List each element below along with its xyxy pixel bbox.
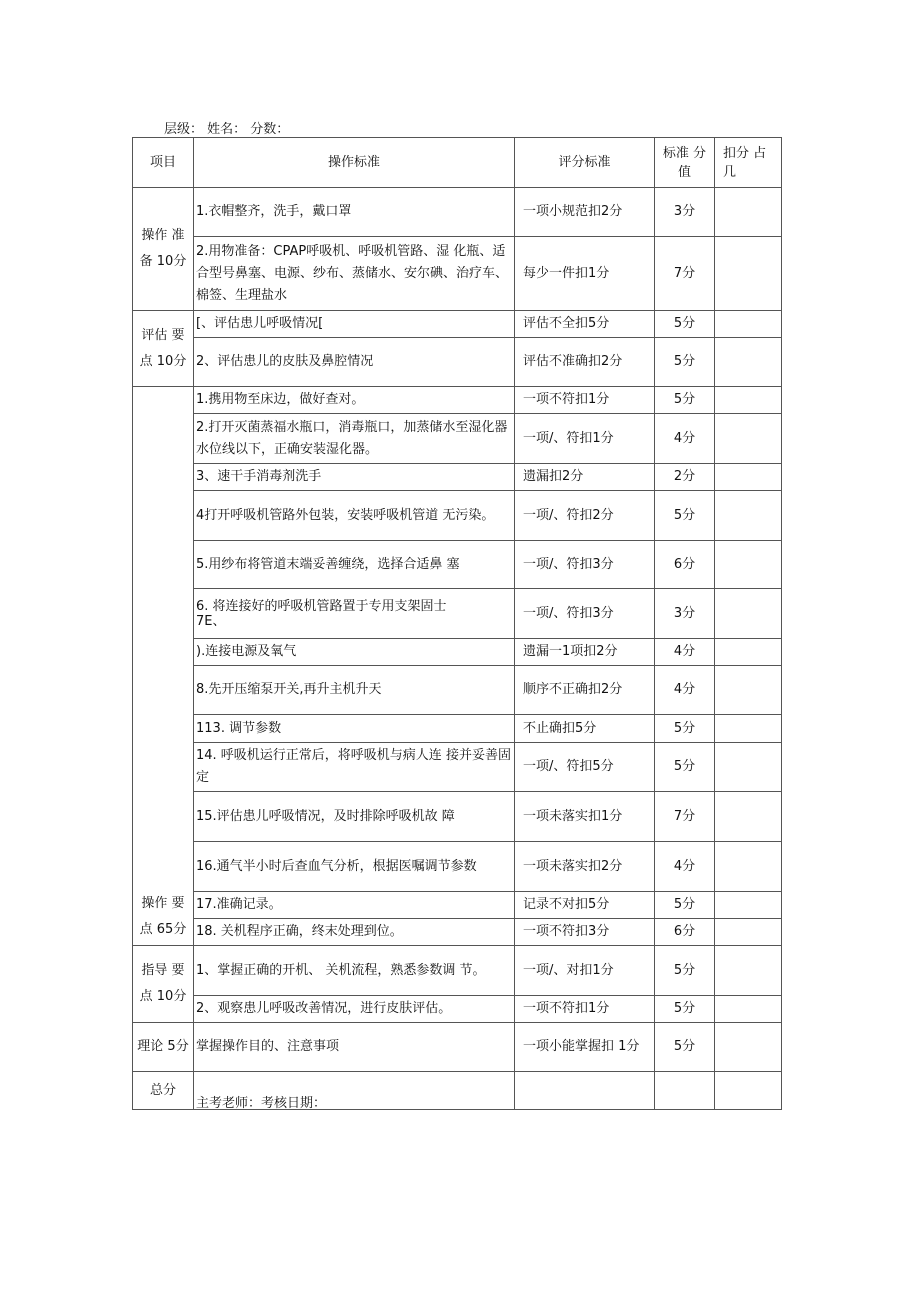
deduction-cell [715, 666, 782, 715]
table-row [133, 414, 782, 464]
standard-cell: 掌握操作目的、注意事项 [194, 1023, 515, 1072]
score-cell: 4分 [655, 414, 715, 464]
standard-cell: 3、速干手消毒剂洗手 [194, 464, 515, 491]
table-row [133, 188, 782, 237]
table-header-row [133, 138, 782, 188]
standard-cell: 4打开呼吸机管路外包装，安装呼吸机管道 无污染。 [194, 491, 515, 541]
deduction-cell [715, 842, 782, 892]
header-info: 层级： 姓名： 分数： [164, 122, 290, 137]
section-cell: 操作 要点 65分 [133, 387, 194, 946]
standard-cell: [、评估患儿呼吸情况[ [194, 311, 515, 338]
deduction-cell [715, 919, 782, 946]
deduction-cell [715, 1023, 782, 1072]
table-row [133, 1023, 782, 1072]
col-header-deduction: 扣分 占​几 [715, 138, 782, 188]
col-header-score: 标准 分值 [655, 138, 715, 188]
standard-text: 6. 将连接好的呼吸机管路置于专用支架固士 [196, 598, 447, 614]
standard-cell: 2.打开灭菌蒸福水瓶口，消毒瓶口，加蒸储水至湿化器水位线以下，正确安装湿化器。 [194, 414, 515, 464]
criteria-cell: 一项/、对扣1分 [515, 946, 655, 996]
criteria-cell: 一项/、符扣3分 [515, 589, 655, 639]
table-row [133, 715, 782, 743]
deduction-cell [715, 387, 782, 414]
deduction-cell [715, 414, 782, 464]
table-row [133, 666, 782, 715]
score-cell: 7分 [655, 237, 715, 311]
table-row [133, 842, 782, 892]
score-cell: 5分 [655, 387, 715, 414]
score-cell: 7分 [655, 792, 715, 842]
standard-cell: 1.携用物至床边，做好查对。 [194, 387, 515, 414]
criteria-cell: 顺序不正确扣2分 [515, 666, 655, 715]
deduction-cell [715, 639, 782, 666]
score-cell: 3分 [655, 188, 715, 237]
criteria-cell: 一项/、符扣3分 [515, 541, 655, 589]
score-cell: 5分 [655, 743, 715, 792]
deduction-cell [715, 892, 782, 919]
col-header-standard: 操作标准 [194, 138, 515, 188]
section-cell: 指导 要点 10分 [133, 946, 194, 1023]
table-row [133, 387, 782, 414]
criteria-cell: 一项未落实扣2分 [515, 842, 655, 892]
total-score-cell [655, 1072, 715, 1110]
col-header-criteria: 评分标准 [515, 138, 655, 188]
criteria-cell: 遗漏扣2分 [515, 464, 655, 491]
deduction-cell [715, 491, 782, 541]
table-row [133, 792, 782, 842]
score-cell: 4分 [655, 842, 715, 892]
total-deduction-cell [715, 1072, 782, 1110]
criteria-cell: 不止确扣5分 [515, 715, 655, 743]
deduction-cell [715, 743, 782, 792]
table-row [133, 946, 782, 996]
standard-cell: 1.衣帽整齐，洗手，戴口罩 [194, 188, 515, 237]
standard-cell: 113. 调节参数 [194, 715, 515, 743]
table-row [133, 996, 782, 1023]
score-cell: 5分 [655, 715, 715, 743]
col-header-item: 项目 [133, 138, 194, 188]
table-row [133, 491, 782, 541]
section-cell: 评估 要点 10分 [133, 311, 194, 387]
score-cell: 6分 [655, 919, 715, 946]
criteria-cell: 一项小规范扣2分 [515, 188, 655, 237]
deduction-cell [715, 589, 782, 639]
score-cell: 5分 [655, 1023, 715, 1072]
deduction-cell [715, 338, 782, 387]
table-row [133, 338, 782, 387]
standard-cell: 18. 关机程序正确，终末处理到位。 [194, 919, 515, 946]
standard-cell: 5.用纱布将管道末端妥善缠绕，选择合适鼻 塞 [194, 541, 515, 589]
standard-cell: 15.评估患儿呼吸情况，及时排除呼吸机故 障 [194, 792, 515, 842]
criteria-cell: 一项/、符扣2分 [515, 491, 655, 541]
standard-cell: 2、评估患儿的皮肤及鼻腔情况 [194, 338, 515, 387]
standard-cell: 2、观察患儿呼吸改善情况，进行皮肤评估。 [194, 996, 515, 1023]
standard-cell: 8.先开压缩泵开关,再升主机升天 [194, 666, 515, 715]
standard-cell: 17.准确记录。 [194, 892, 515, 919]
criteria-cell: 遗漏一1项扣2分 [515, 639, 655, 666]
section-cell: 理论 5分 [133, 1023, 194, 1072]
criteria-cell: 一项小能掌握扣 1分 [515, 1023, 655, 1072]
criteria-cell: 一项未落实扣1分 [515, 792, 655, 842]
score-cell: 5分 [655, 311, 715, 338]
score-cell: 4分 [655, 639, 715, 666]
table-row [133, 919, 782, 946]
criteria-cell: 记录不对扣5分 [515, 892, 655, 919]
criteria-cell: 评估不全扣5分 [515, 311, 655, 338]
criteria-cell: 一项不符扣1分 [515, 387, 655, 414]
standard-cell: 14. 呼吸机运行正常后，将呼吸机与病人连 接并妥善固定 [194, 743, 515, 792]
deduction-cell [715, 792, 782, 842]
deduction-cell [715, 188, 782, 237]
criteria-cell: 一项/、符扣1分 [515, 414, 655, 464]
table-row [133, 237, 782, 311]
table-row [133, 639, 782, 666]
score-cell: 2分 [655, 464, 715, 491]
deduction-cell [715, 311, 782, 338]
score-cell: 5分 [655, 338, 715, 387]
deduction-cell [715, 996, 782, 1023]
criteria-cell: 一项/、符扣5分 [515, 743, 655, 792]
section-cell: 操作 准备 10分 [133, 188, 194, 311]
score-cell: 6分 [655, 541, 715, 589]
score-cell: 3分 [655, 589, 715, 639]
standard-cell: ).连接电源及氧气 [194, 639, 515, 666]
table-row [133, 464, 782, 491]
table-row [133, 311, 782, 338]
standard-cell [194, 589, 515, 639]
deduction-cell [715, 946, 782, 996]
scoring-table [132, 137, 782, 1110]
standard-cell: 1、掌握正确的开机、 关机流程，熟悉参数调 节。 [194, 946, 515, 996]
deduction-cell [715, 237, 782, 311]
table-row [133, 589, 782, 639]
table-row [133, 743, 782, 792]
table-row [133, 892, 782, 919]
score-cell: 5分 [655, 892, 715, 919]
footer-info: 主考老师：考核日期： [196, 1096, 327, 1111]
criteria-cell: 一项不符扣1分 [515, 996, 655, 1023]
score-cell: 4分 [655, 666, 715, 715]
total-label: 总分 [133, 1072, 194, 1110]
score-cell: 5分 [655, 946, 715, 996]
criteria-cell: 每少一件扣1分 [515, 237, 655, 311]
standard-cell: 16.通气半小时后查血气分析，根据医嘱调节参数 [194, 842, 515, 892]
standard-cell: 2.用物准备：CPAP呼吸机、呼吸机管路、湿 化瓶、适合型号鼻塞、电源、纱布、蒸储水、安尔碘、治疗车、棉签、生理盐水 [194, 237, 515, 311]
criteria-cell: 一项不符扣3分 [515, 919, 655, 946]
score-cell: 5分 [655, 491, 715, 541]
criteria-cell: 评估不准确扣2分 [515, 338, 655, 387]
deduction-cell [715, 541, 782, 589]
score-cell: 5分 [655, 996, 715, 1023]
table-row [133, 541, 782, 589]
standard-extra: 7E、 [196, 613, 226, 629]
total-criteria-cell [515, 1072, 655, 1110]
deduction-cell [715, 715, 782, 743]
deduction-cell [715, 464, 782, 491]
